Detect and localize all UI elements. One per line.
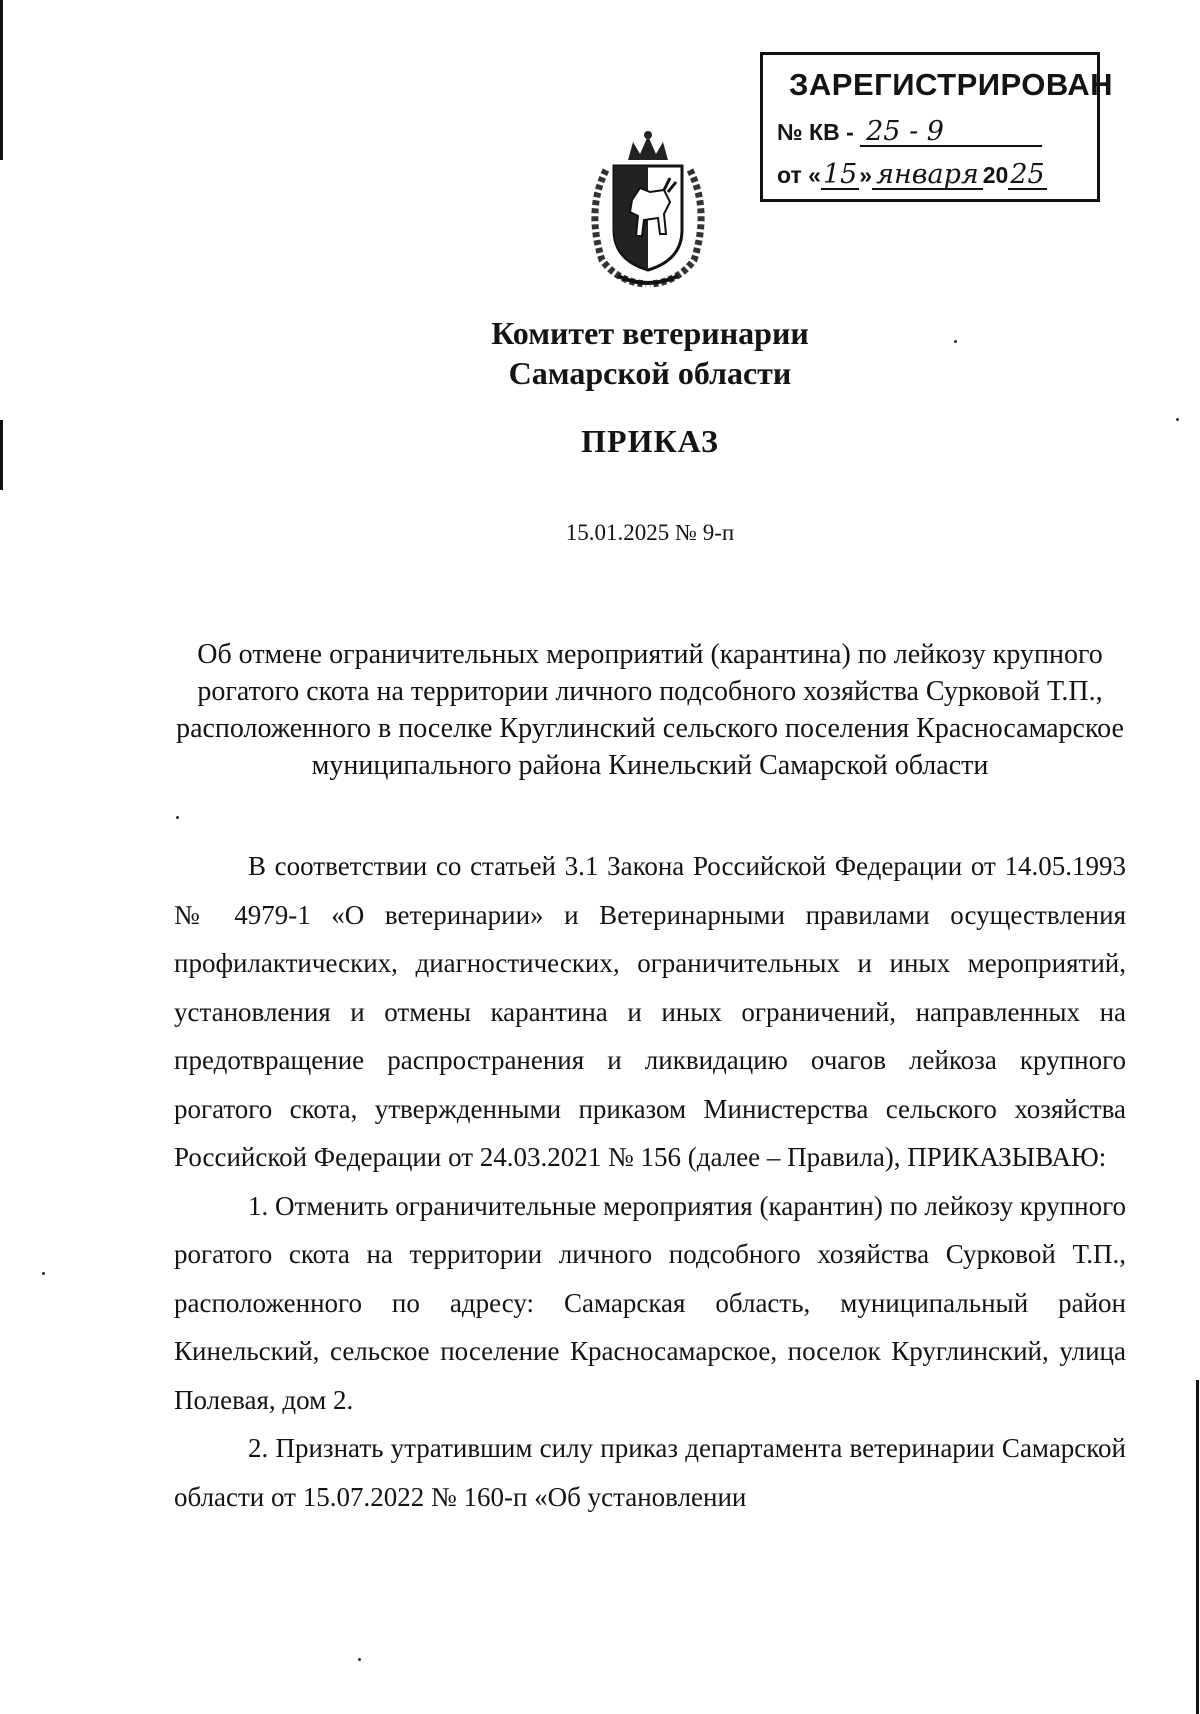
organization-line-1: Комитет ветеринарии bbox=[491, 315, 809, 351]
stamp-number-value: 25 - 9 bbox=[860, 119, 1042, 147]
stamp-date-line bbox=[777, 159, 1047, 190]
stamp-title: ЗАРЕГИСТРИРОВАН bbox=[789, 67, 1114, 102]
scan-edge-left bbox=[0, 0, 3, 160]
paragraph-item-1: 1. Отменить ограничительные мероприятия (карантин) по лейкозу крупного рогатого скота на территории личного подсобного хозяйства Сурковой Т.П., расположенного по адресу: Самарская область, муниципальный район Кинельский, сельское поселение Красносамарское, поселок Круглинский, улица Полевая, дом 2. bbox=[174, 1190, 1126, 1415]
paragraph-item-2: 2. Признать утратившим силу приказ департамента ветеринарии Самарской области от 15.07.2022 № 160-п «Об установлении bbox=[174, 1433, 1126, 1512]
stamp-date-prefix: от « bbox=[777, 162, 821, 188]
scan-edge-right bbox=[1196, 1380, 1199, 1714]
document-date-number: 15.01.2025 № 9-п bbox=[565, 520, 735, 545]
stamp-date-month: января bbox=[872, 162, 983, 190]
stamp-date-year-prefix: 20 bbox=[982, 162, 1009, 188]
stamp-date-mid: » bbox=[859, 162, 873, 188]
document-type: ПРИКАЗ bbox=[581, 423, 719, 459]
scan-speck bbox=[954, 340, 957, 343]
scan-speck bbox=[42, 1272, 45, 1275]
organization-name bbox=[0, 313, 1200, 393]
document-body bbox=[174, 842, 1126, 1521]
stamp-number-prefix: № КВ - bbox=[777, 119, 854, 145]
stamp-date-day: 15 bbox=[822, 159, 858, 190]
stamp-date-year-suffix: 25 bbox=[1010, 159, 1045, 190]
stamp-number-line bbox=[777, 116, 1042, 147]
scan-speck bbox=[358, 1658, 361, 1661]
samara-coat-of-arms-icon bbox=[578, 130, 718, 290]
paragraph-preamble: В соответствии со статьей 3.1 Закона Российской Федерации от 14.05.1993 № 4979-1 «О ветеринарии» и Ветеринарными правилами осуществления профилактических, диагностических, ограничительных и иных мероприятий, установления и отмены карантина и иных ограничений, направленных на предотвращение распространения и ликвидацию очагов лейкоза крупного рогатого скота, утвержденными приказом Министерства сельского хозяйства Российской Федерации от 24.03.2021 № 156 (далее – Правила), ПРИКАЗЫВАЮ: bbox=[174, 851, 1126, 1172]
scan-speck bbox=[1176, 418, 1179, 421]
scan-speck bbox=[176, 816, 179, 819]
document-subject: Об отмене ограничительных мероприятий (карантина) по лейкозу крупного рогатого скота на территории личного подсобного хозяйства Сурковой Т.П., расположенного в поселке Круглинский сельского поселения Красносамарское муниципального района Кинельский Самарской области bbox=[176, 639, 1124, 781]
registration-stamp bbox=[760, 52, 1114, 202]
organization-line-2: Самарской области bbox=[508, 355, 792, 391]
